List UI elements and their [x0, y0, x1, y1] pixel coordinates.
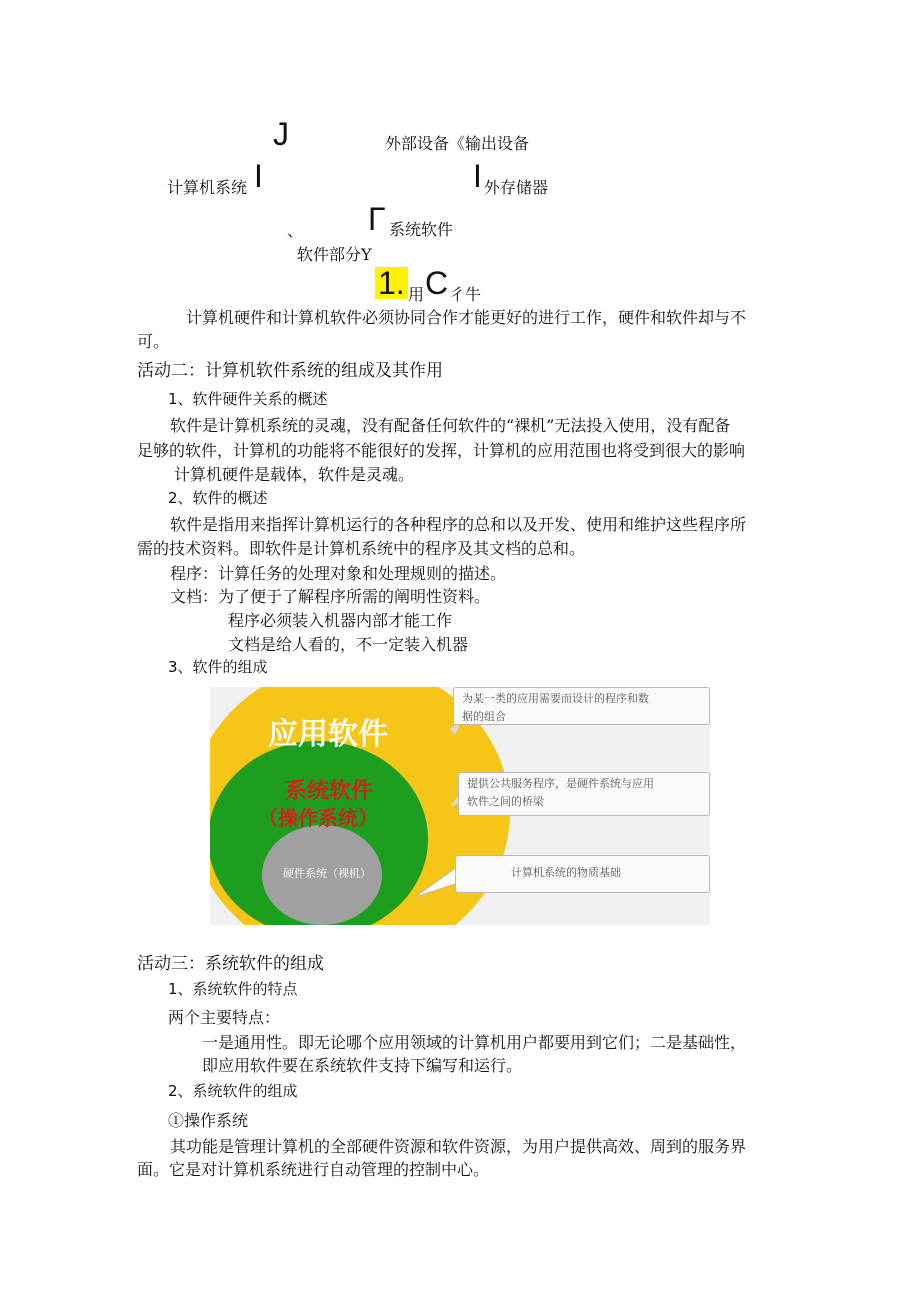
callout2-line2: 软件之间的桥梁	[467, 795, 544, 808]
activity2-s2-para-line2: 需的技术资料。即软件是计算机系统中的程序及其文档的总和。	[137, 539, 586, 558]
activity3-title: 活动三：系统软件的组成	[137, 954, 324, 974]
hardware-layer-label: 硬件系统（裸机）	[283, 867, 371, 880]
software-layers-figure	[210, 687, 710, 925]
comma-mark: 、	[287, 221, 304, 240]
bracket-bar-left: I	[254, 158, 263, 194]
callout-system	[458, 772, 710, 816]
activity2-s1-para2: 计算机硬件是载体，软件是灵魂。	[174, 465, 415, 484]
os-section-title: ①操作系统	[168, 1111, 249, 1130]
activity3-section1-title: 1、系统软件的特点	[168, 980, 298, 998]
callout-hardware	[455, 855, 710, 893]
callout-application	[453, 687, 710, 725]
activity2-section2-title: 2、软件的概述	[168, 489, 268, 507]
callout1-line1: 为某一类的应用需要而设计的程序和数	[462, 692, 649, 705]
activity2-title: 活动二：计算机软件系统的组成及其作用	[137, 361, 443, 381]
tail-chars: 彳牛	[449, 285, 482, 304]
program-note: 程序必须装入机器内部才能工作	[228, 611, 453, 630]
system-software-label: 系统软件	[389, 220, 454, 239]
document-note: 文档是给人看的，不一定装入机器	[228, 635, 469, 654]
features-line2: 即应用软件要在系统软件支持下编写和运行。	[202, 1056, 523, 1075]
system-label: 计算机系统	[167, 178, 248, 197]
activity3-section2-title: 2、系统软件的组成	[168, 1082, 298, 1100]
activity2-section1-title: 1、软件硬件关系的概述	[168, 390, 328, 408]
yong-char: 用	[408, 285, 425, 304]
peripheral-label: 外部设备《输出设备	[385, 134, 530, 153]
j-mark: J	[273, 116, 289, 152]
system-software-layer-label: 系统软件	[285, 778, 374, 804]
intro-line-2: 可。	[137, 332, 170, 351]
os-para-line1: 其功能是管理计算机的全部硬件资源和软件资源，为用户提供高效、周到的服务界	[170, 1137, 747, 1156]
software-part-label: 软件部分Y	[297, 245, 372, 264]
intro-line-1: 计算机硬件和计算机软件必须协同合作才能更好的进行工作，硬件和软件却与不	[186, 308, 747, 327]
highlighted-number: 1.	[375, 267, 408, 299]
application-software-label: 应用软件	[268, 717, 388, 752]
bracket-bar-right: I	[473, 158, 482, 194]
c-mark: C	[425, 265, 449, 301]
external-storage-label: 外存储器	[484, 178, 549, 197]
activity2-s1-para-line2: 足够的软件，计算机的功能将不能很好的发挥，计算机的应用范围也将受到很大的影响	[137, 441, 746, 460]
callout1-line2: 据的组合	[462, 710, 506, 723]
activity2-s2-para-line1: 软件是指用来指挥计算机运行的各种程序的总和以及开发、使用和维护这些程序所	[170, 515, 747, 534]
program-definition: 程序：计算任务的处理对象和处理规则的描述。	[170, 564, 507, 583]
document-definition: 文档：为了便于了解程序所需的阐明性资料。	[170, 587, 491, 606]
activity2-section3-title: 3、软件的组成	[168, 658, 268, 676]
features-line1: 一是通用性。即无论哪个应用领域的计算机用户都要用到它们；二是基础性，	[202, 1033, 747, 1052]
activity2-s1-para-line1: 软件是计算机系统的灵魂，没有配备任何软件的“裸机”无法投入使用，没有配备	[170, 416, 731, 435]
callout2-line1: 提供公共服务程序，是硬件系统与应用	[467, 777, 654, 790]
callout3-text: 计算机系统的物质基础	[511, 866, 621, 879]
os-layer-label: （操作系统）	[258, 806, 378, 830]
os-para-line2: 面。它是对计算机系统进行自动管理的控制中心。	[137, 1160, 490, 1179]
corner-bracket: Γ	[368, 201, 386, 237]
two-features-label: 两个主要特点：	[168, 1008, 281, 1027]
